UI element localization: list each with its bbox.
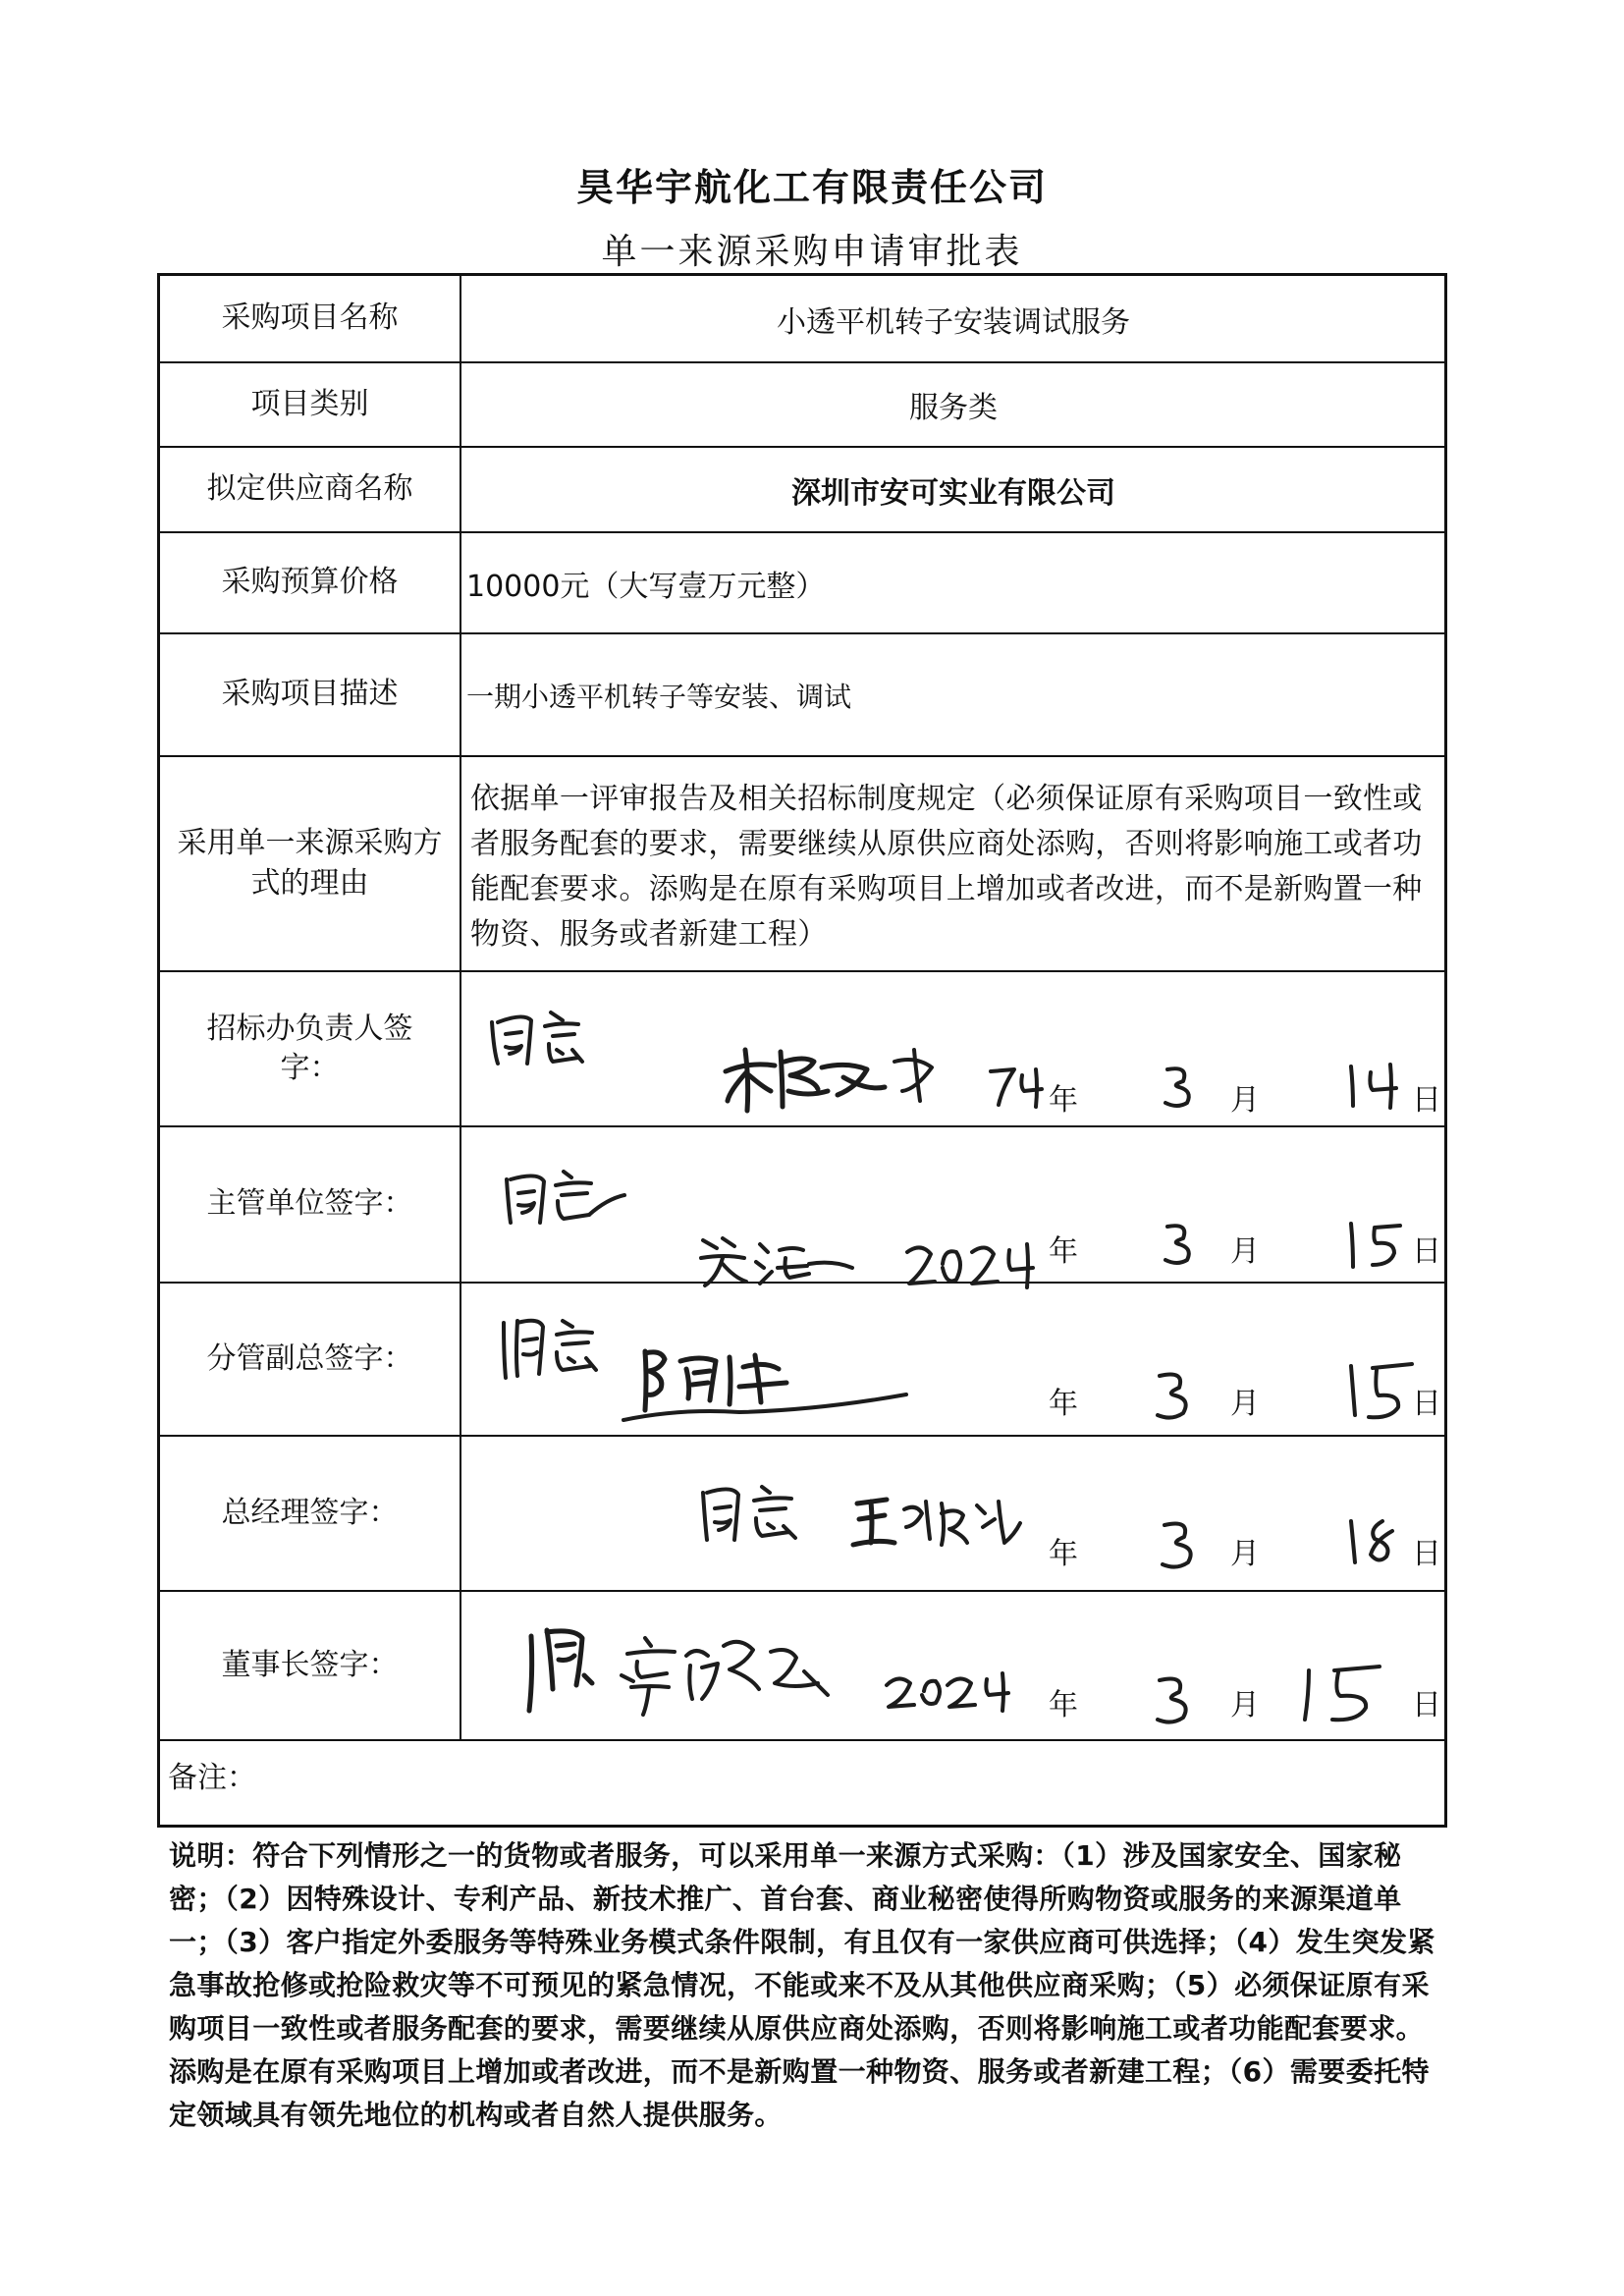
label-project-name: 采购项目名称	[221, 301, 399, 336]
handwritten-year-2	[901, 1238, 1049, 1292]
month-unit: 月	[1230, 1537, 1260, 1571]
day-unit: 日	[1412, 1234, 1441, 1269]
approval-form-table	[157, 273, 1447, 1828]
remarks-label: 备注：	[168, 1761, 256, 1795]
label-description: 采购项目描述	[221, 677, 399, 712]
label-category: 项目类别	[250, 386, 369, 421]
handwritten-day-5	[1289, 1659, 1397, 1727]
label-sign-chairman: 董事长签字：	[221, 1647, 399, 1682]
company-name: 昊华宇航化工有限责任公司	[575, 166, 1048, 209]
day-unit: 日	[1412, 1688, 1441, 1722]
handwritten-month-2	[1162, 1219, 1201, 1268]
label-sign-bidding-office: 招标办负责人签字：	[206, 1011, 413, 1085]
handwritten-signature-5	[523, 1616, 1054, 1734]
footer-note: 说明：符合下列情形之一的货物或者服务，可以采用单一来源方式采购：（1）涉及国家安全、国家秘密；（2）因特殊设计、专利产品、新技术推广、首台套、商业秘密使得所购物资或服务的来源渠道单一；（3）客户指定外委服务等特殊业务模式条件限制，有且仅有一家供应商可供选择；（4）发生突发紧急事故抢修或抢险救灾等不可预见的紧急情况，不能或来不及从其他供应商采购；（5）必须保证原有采购项目一致性或者服务配套的要求，需要继续从原供应商处添购，否则将影响施工或者功能配套要求。添购是在原有采购项目上增加或者改进，而不是新购置一种物资、服务或者新建工程；（6）需要委托特定领域具有领先地位的机构或者自然人提供服务。	[169, 1839, 1435, 2131]
handwritten-month-1	[1162, 1062, 1201, 1111]
label-reason: 采用单一来源采购方式的理由	[177, 826, 443, 901]
handwritten-day-2	[1343, 1214, 1412, 1273]
label-supplier: 拟定供应商名称	[206, 471, 413, 507]
value-category: 服务类	[909, 391, 998, 425]
value-description: 一期小透平机转子等安装、调试	[466, 680, 852, 713]
handwritten-opinion-3	[494, 1307, 631, 1395]
handwritten-month-3	[1152, 1366, 1211, 1425]
handwritten-signature-2	[695, 1229, 862, 1297]
label-sign-deputy-gm: 分管副总签字：	[206, 1340, 413, 1376]
year-unit: 年	[1049, 1537, 1078, 1571]
month-unit: 月	[1230, 1234, 1260, 1269]
reason-text: 依据单一评审报告及相关招标制度规定（必须保证原有采购项目一致性或者服务配套的要求，需要继续从原供应商处添购，否则将影响施工或者功能配套要求。添购是在原有采购项目上增加或者改进，而不是新购置一种物资、服务或者新建工程）	[470, 782, 1423, 952]
month-unit: 月	[1230, 1688, 1260, 1722]
value-reason	[462, 757, 1444, 970]
handwritten-day-3	[1343, 1356, 1422, 1425]
day-unit: 日	[1412, 1537, 1441, 1571]
day-unit: 日	[1412, 1083, 1441, 1118]
label-sign-general-manager: 总经理签字：	[221, 1495, 399, 1530]
handwritten-signature-4	[847, 1484, 1063, 1562]
form-title: 单一来源采购申请审批表	[601, 232, 1023, 272]
value-budget: 10000元（大写壹万元整）	[466, 569, 826, 604]
handwritten-month-4	[1157, 1515, 1216, 1574]
month-unit: 月	[1230, 1387, 1260, 1421]
value-supplier: 深圳市安可实业有限公司	[791, 475, 1115, 511]
handwritten-day-1	[1343, 1057, 1412, 1111]
month-unit: 月	[1230, 1083, 1260, 1118]
year-unit: 年	[1049, 1387, 1078, 1421]
day-unit: 日	[1412, 1387, 1441, 1421]
label-budget: 采购预算价格	[221, 565, 399, 600]
handwritten-month-5	[1152, 1670, 1211, 1729]
year-unit: 年	[1049, 1234, 1078, 1269]
value-project-name: 小透平机转子安装调试服务	[777, 304, 1130, 340]
handwritten-opinion-4	[695, 1479, 852, 1558]
handwritten-year-1	[985, 1062, 1054, 1111]
label-sign-supervisor-unit: 主管单位签字：	[206, 1186, 413, 1222]
handwritten-day-4	[1343, 1511, 1412, 1570]
year-unit: 年	[1049, 1688, 1078, 1722]
handwritten-signature-3	[622, 1341, 916, 1430]
year-unit: 年	[1049, 1083, 1078, 1118]
handwritten-opinion-2	[499, 1160, 715, 1248]
